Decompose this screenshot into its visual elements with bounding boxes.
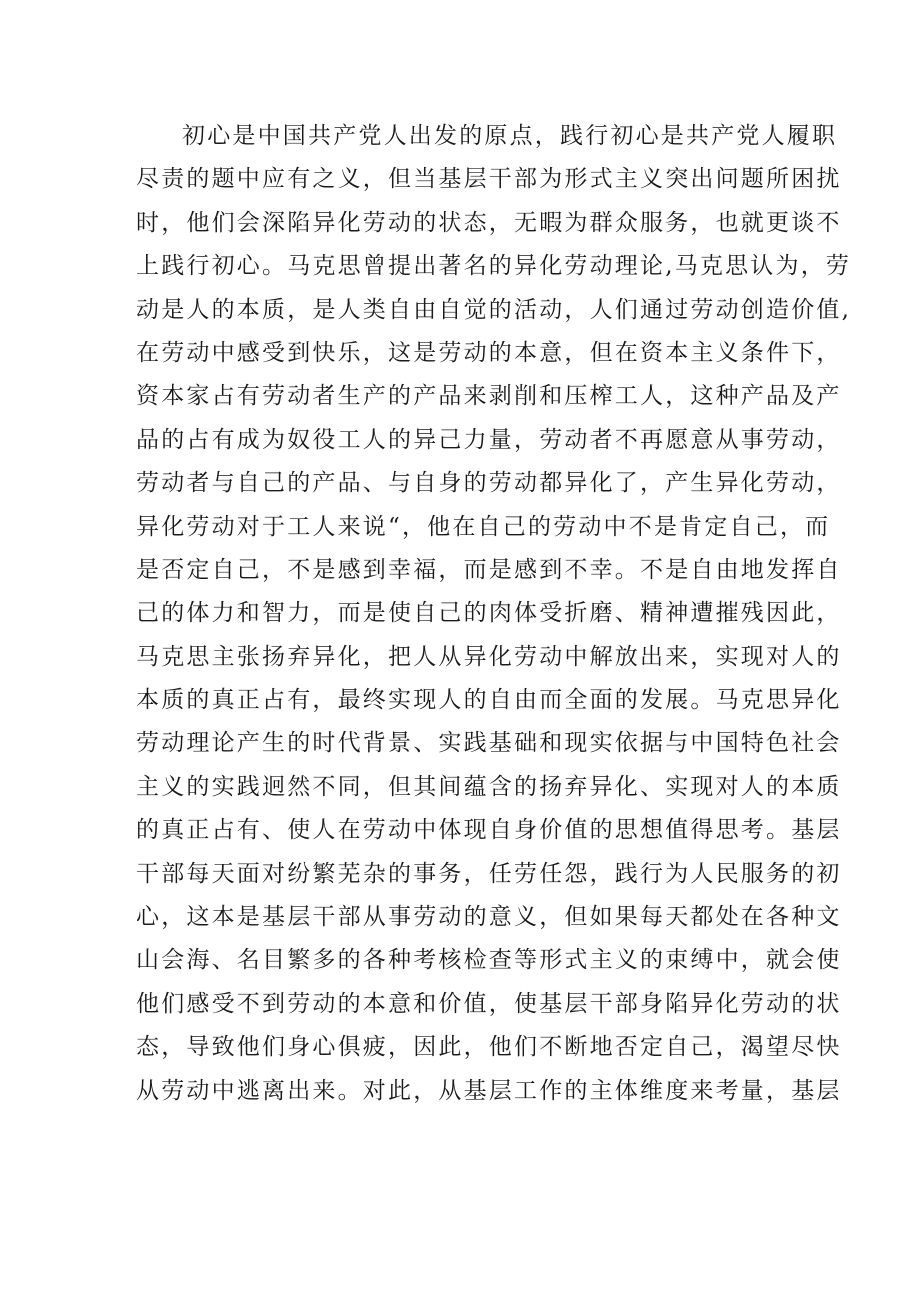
text-line: 的真正占有、使人在劳动中体现自身价值的思想值得思考。基层 bbox=[136, 817, 842, 844]
text-line: 在劳动中感受到快乐，这是劳动的本意，但在资本主义条件下， bbox=[136, 339, 842, 366]
text-line: 异化劳动对于工人来说“，他在自己的劳动中不是肯定自己，而 bbox=[136, 513, 831, 540]
text-line: 尽责的题中应有之义，但当基层干部为形式主义突出问题所困扰 bbox=[136, 166, 842, 193]
text-line: 劳动者与自己的产品、与自身的劳动都异化了，产生异化劳动， bbox=[136, 470, 842, 497]
text-line: 是否定自己，不是感到幸福，而是感到不幸。不是自由地发挥自 bbox=[136, 556, 842, 583]
text-line: 初心是中国共产党人出发的原点，践行初心是共产党人履职 bbox=[182, 123, 838, 149]
text-line: 山会海、名目繁多的各种考核检查等形式主义的束缚中，就会使 bbox=[136, 947, 842, 974]
text-line: 从劳动中逃离出来。对此，从基层工作的主体维度来考量，基层 bbox=[136, 1077, 842, 1104]
text-line: 干部每天面对纷繁芜杂的事务，任劳任怨，践行为人民服务的初 bbox=[136, 860, 842, 887]
text-line: 本质的真正占有，最终实现人的自由而全面的发展。马克思异化 bbox=[136, 687, 842, 714]
text-line: 劳动理论产生的时代背景、实践基础和现实依据与中国特色社会 bbox=[136, 730, 842, 757]
text-line: 己的体力和智力，而是使自己的肉体受折磨、精神遭摧残因此， bbox=[136, 600, 842, 627]
text-line: 动是人的本质，是人类自由自觉的活动，人们通过劳动创造价值, bbox=[136, 296, 852, 323]
text-line: 资本家占有劳动者生产的产品来剥削和压榨工人，这种产品及产 bbox=[136, 383, 842, 410]
text-line: 上践行初心。马克思曾提出著名的异化劳动理论,马克思认为，劳 bbox=[136, 253, 852, 280]
text-line: 态，导致他们身心俱疲，因此，他们不断地否定自己，渴望尽快 bbox=[136, 1034, 842, 1061]
text-line: 主义的实践迥然不同，但其间蕴含的扬弃异化、实现对人的本质 bbox=[136, 773, 842, 800]
text-line: 品的占有成为奴役工人的异己力量，劳动者不再愿意从事劳动， bbox=[136, 426, 842, 453]
body-paragraph bbox=[136, 115, 852, 1113]
text-line: 心，这本是基层干部从事劳动的意义，但如果每天都处在各种文 bbox=[136, 904, 842, 931]
text-line: 他们感受不到劳动的本意和价值，使基层干部身陷异化劳动的状 bbox=[136, 990, 842, 1017]
text-line: 马克思主张扬弃异化，把人从异化劳动中解放出来，实现对人的 bbox=[136, 643, 842, 670]
text-line: 时，他们会深陷异化劳动的状态，无暇为群众服务，也就更谈不 bbox=[136, 209, 842, 236]
